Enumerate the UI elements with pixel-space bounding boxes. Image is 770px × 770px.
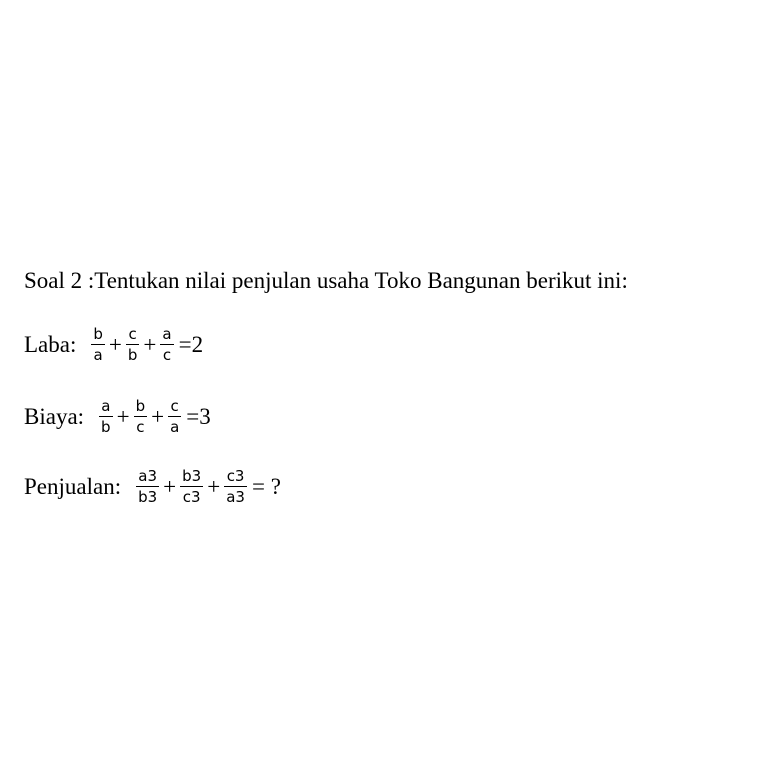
- plus-operator: +: [151, 403, 165, 429]
- numerator: b: [135, 397, 146, 415]
- fraction: [160, 325, 173, 364]
- fraction: [126, 325, 140, 364]
- fraction: [224, 467, 247, 506]
- plus-operator: +: [108, 331, 122, 357]
- fraction: [136, 467, 159, 506]
- denominator: b: [127, 346, 138, 364]
- numerator: c3: [226, 467, 245, 485]
- denominator: b: [101, 418, 111, 436]
- equation-label: Penjualan:: [24, 473, 122, 499]
- plus-operator: +: [143, 331, 157, 357]
- question-title: Soal 2 :Tentukan nilai penjulan usaha Toko Bangunan berikut ini:: [24, 268, 628, 293]
- numerator: a: [162, 325, 172, 343]
- denominator: b3: [138, 488, 158, 506]
- plus-operator: +: [116, 403, 130, 429]
- numerator: a: [101, 397, 111, 415]
- denominator: c: [136, 418, 145, 436]
- equation-result: = ?: [251, 473, 281, 499]
- equation-laba: [24, 325, 203, 364]
- numerator: c: [170, 397, 179, 415]
- fraction: [180, 467, 203, 506]
- denominator: a: [93, 346, 103, 364]
- fraction: [168, 397, 181, 436]
- equation-result: =3: [186, 403, 211, 429]
- numerator: b: [93, 325, 103, 343]
- fraction: [99, 397, 113, 436]
- equation-label: Biaya:: [24, 403, 85, 429]
- equation-penjualan: [24, 467, 281, 506]
- fraction: [134, 397, 148, 436]
- denominator: c3: [182, 488, 201, 506]
- denominator: a3: [226, 488, 245, 506]
- equation-label: Laba:: [24, 331, 77, 357]
- plus-operator: +: [163, 473, 177, 499]
- equation-biaya: [24, 397, 211, 436]
- equation-result: =2: [178, 331, 204, 357]
- fraction: [91, 325, 105, 364]
- numerator: c: [128, 325, 137, 343]
- numerator: b3: [182, 467, 202, 485]
- plus-operator: +: [207, 473, 221, 499]
- denominator: c: [162, 346, 172, 364]
- numerator: a3: [138, 467, 157, 485]
- denominator: a: [170, 418, 180, 436]
